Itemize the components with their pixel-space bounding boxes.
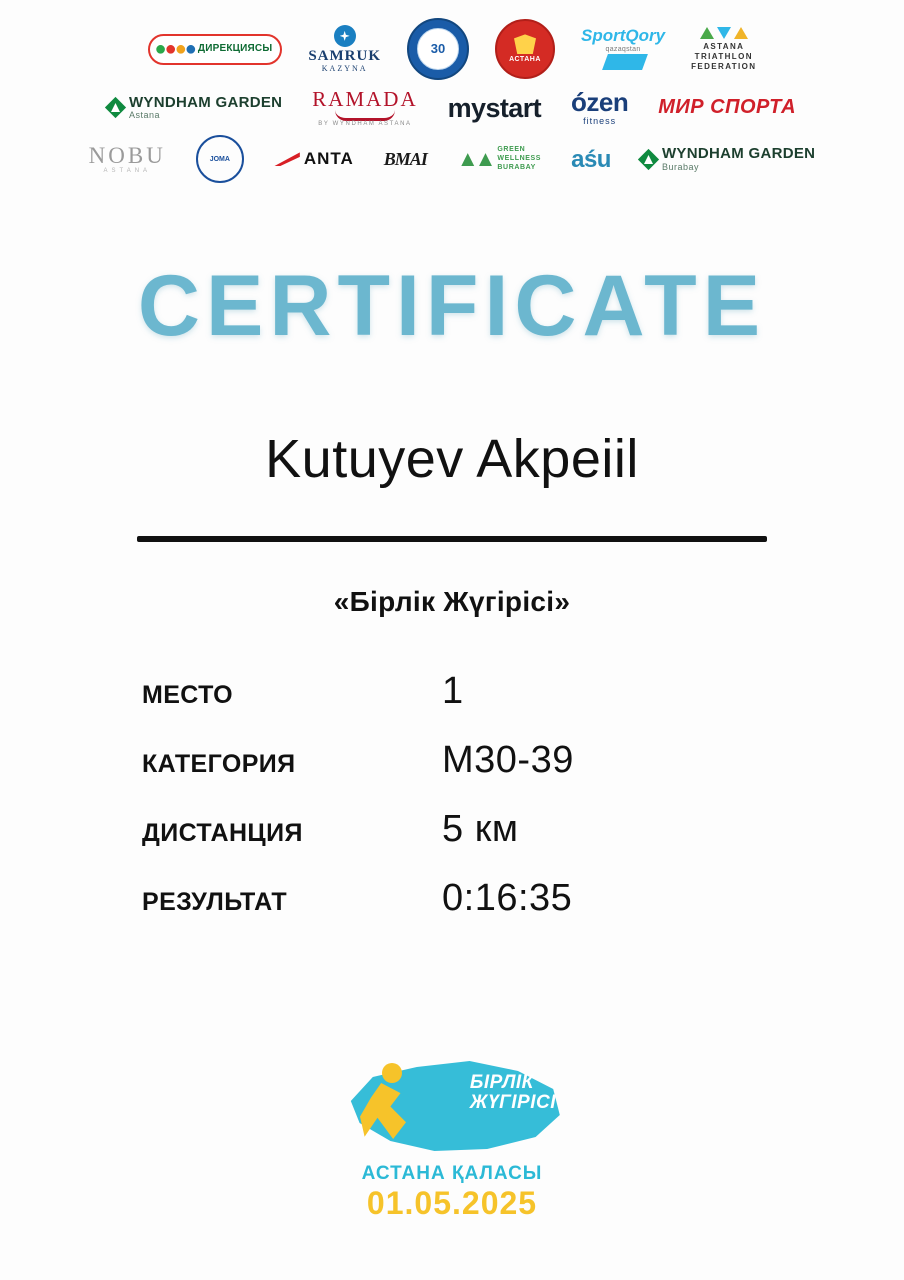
mystart-text: mystart <box>447 92 541 123</box>
result-label-time: РЕЗУЛЬТАТ <box>142 888 288 917</box>
triangle-cyan-icon <box>717 27 731 39</box>
sport-qory-sub: qazaqstan <box>605 46 641 54</box>
joma-text: JOMA <box>209 155 230 163</box>
astana-city-text: АСТАНА <box>509 56 541 64</box>
green-wellness-mark <box>457 146 541 172</box>
wyndham-burabay-text: WYNDHAM GARDEN <box>661 145 816 163</box>
sponsor-row-3 <box>40 135 864 183</box>
sponsor-row-1 <box>40 18 864 80</box>
runner-body-icon <box>360 1083 406 1139</box>
wyndham-burabay-sub: Burabay <box>661 162 699 173</box>
wyndham-garden-burabay-logo <box>641 146 815 172</box>
nobu-sub: ASTANA <box>103 168 152 175</box>
kazakhstan-emblem-logo <box>407 18 469 80</box>
triangle-icon-group <box>700 27 748 39</box>
result-label-category: КАТЕГОРИЯ <box>142 750 296 779</box>
astana-shield-icon <box>514 34 536 54</box>
event-brand-line2: ЖҮГІРІСІ <box>469 1091 556 1113</box>
wyndham-astana-sub: Astana <box>128 110 160 121</box>
samruk-kazyna-line1: SAMRUK <box>308 47 382 64</box>
triangle-yellow-icon <box>734 27 748 39</box>
result-label-distance: ДИСТАНЦИЯ <box>142 819 303 848</box>
joma-logo <box>196 135 244 183</box>
result-value-category: М30-39 <box>442 739 574 782</box>
green-wellness-burabay-logo <box>457 146 541 172</box>
ramada-logo <box>312 88 417 127</box>
mir-sporta-text: МИР СПОРТА <box>658 96 797 119</box>
table-row <box>142 670 762 713</box>
sport-qory-text: SportQory <box>581 26 666 46</box>
anta-logo <box>274 150 354 168</box>
wyndham-astana-text: WYNDHAM GARDEN <box>128 93 283 111</box>
astana-triathlon-federation-logo <box>691 18 756 80</box>
wyndham-burabay-mark <box>641 146 815 172</box>
wyndham-diamond-icon <box>105 97 126 118</box>
atf-line1: ASTANA <box>703 41 745 51</box>
event-city: АСТАНА ҚАЛАСЫ <box>361 1163 543 1184</box>
result-value-place: 1 <box>442 670 464 713</box>
bmai-logo <box>384 150 427 169</box>
astana-city-logo <box>495 18 555 80</box>
bmai-text: BMAI <box>383 148 427 169</box>
result-value-distance: 5 км <box>442 808 519 851</box>
anta-mark <box>274 150 354 168</box>
nobu-text: NOBU <box>88 143 166 169</box>
atf-line3: FEDERATION <box>691 61 757 71</box>
green-wellness-line3: BURABAY <box>497 163 536 171</box>
sport-qory-parallelogram-icon <box>602 54 648 70</box>
kazakhstan-emblem-icon <box>407 18 469 80</box>
sport-qory-logo <box>581 18 665 80</box>
ozen-fitness-logo <box>571 89 628 126</box>
certificate-title: CERTIFICATE <box>137 258 767 355</box>
recipient-name: Kutuyev Akpeiil <box>265 429 639 490</box>
joma-icon <box>196 135 244 183</box>
ramada-text: RAMADA <box>312 87 418 111</box>
ramada-sub: BY WYNDHAM ASTANA <box>318 121 412 128</box>
triangle-green-icon <box>700 27 714 39</box>
runner-head-icon <box>382 1063 402 1083</box>
kazakhstan-emblem-text: 30 <box>417 28 459 70</box>
asu-text: aśu <box>571 145 611 173</box>
green-wellness-line2: WELLNESS <box>497 154 542 162</box>
atf-line2: TRIATHLON <box>694 51 753 61</box>
asu-logo <box>571 147 611 172</box>
samruk-kazyna-line2: KAZYNA <box>321 63 368 73</box>
anta-text: ANTA <box>303 149 354 169</box>
sponsor-row-2 <box>40 88 864 127</box>
wyndham-garden-astana-logo <box>108 95 282 121</box>
green-wellness-line1: GREEN <box>497 146 526 154</box>
direksiyasy-logo-text: ДИРЕКЦИЯСЫ <box>197 42 273 54</box>
wyndham-diamond-icon <box>638 149 659 170</box>
astana-city-icon <box>495 19 555 79</box>
divider <box>137 536 767 542</box>
sport-qory-wordmark <box>581 27 665 46</box>
direksiyasy-logo-mark <box>148 34 283 65</box>
event-brand-text <box>470 1073 556 1113</box>
anta-swoosh-icon <box>274 152 300 166</box>
ozen-sub: fitness <box>583 115 617 126</box>
samruk-kazyna-logo <box>308 18 381 80</box>
event-brand-line1: БІРЛІК <box>469 1072 534 1093</box>
table-row <box>142 739 762 782</box>
samruk-kazyna-icon <box>334 25 356 47</box>
mystart-logo <box>448 94 541 122</box>
result-label-place: МЕСТО <box>142 681 234 710</box>
table-row <box>142 877 762 920</box>
event-date: 01.05.2025 <box>366 1185 538 1221</box>
birlik-zhugirisi-logo-icon <box>342 1055 562 1155</box>
ramada-swoosh-icon <box>335 110 395 121</box>
trees-icon: ▲▲ <box>456 146 493 172</box>
table-row <box>142 808 762 851</box>
sponsor-logo-band <box>0 0 904 197</box>
ozen-text: ózen <box>571 87 629 118</box>
results-table <box>142 670 762 920</box>
event-name: «Бірлік Жүгірісі» <box>333 586 571 618</box>
wyndham-astana-mark <box>108 95 282 121</box>
result-value-time: 0:16:35 <box>442 877 573 920</box>
direksiyasy-logo <box>148 18 283 80</box>
runners-icon: ●●●● <box>154 37 195 60</box>
mir-sporta-logo <box>658 97 796 118</box>
nobu-logo <box>89 144 166 174</box>
event-logo <box>302 1055 602 1222</box>
runner-icon <box>356 1063 422 1147</box>
